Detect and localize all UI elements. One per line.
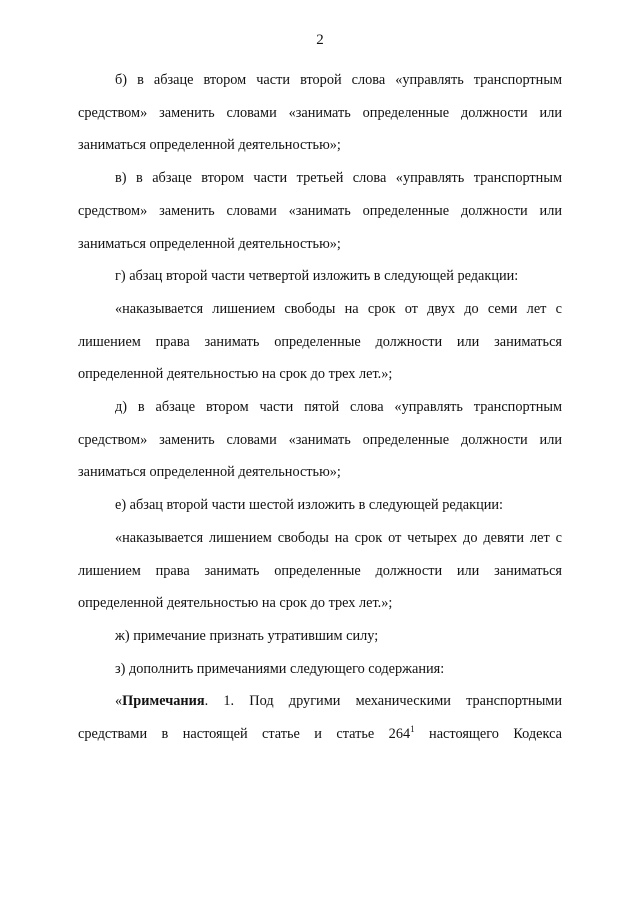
text-line <box>78 718 562 751</box>
text-line: определенной деятельностью на срок до трех лет.»; <box>78 366 393 383</box>
text-line: заниматься определенной деятельностью»; <box>78 137 341 154</box>
text-line: средством» заменить словами «занимать определенные должности или <box>78 431 562 448</box>
notes-paragraph <box>78 685 562 750</box>
document-body <box>78 64 562 751</box>
notes-heading: Примечания <box>122 693 205 710</box>
text-line: ж) примечание признать утратившим силу; <box>115 627 379 644</box>
text-line: определенной деятельностью на срок до трех лет.»; <box>78 595 393 612</box>
text-line: «наказывается лишением свободы на срок от четырех до девяти лет с <box>115 529 562 546</box>
page-number: 2 <box>316 32 324 48</box>
paragraph-b <box>78 64 562 162</box>
paragraph-z <box>78 653 562 686</box>
text-line: в) в абзаце втором части третьей слова «управлять транспортным <box>115 170 562 187</box>
article-superscript: 1 <box>410 724 415 735</box>
paragraph-zh <box>78 620 562 653</box>
text-line: заниматься определенной деятельностью»; <box>78 464 341 481</box>
text-line: б) в абзаце втором части второй слова «управлять транспортным <box>115 72 562 88</box>
text-line: средством» заменить словами «занимать определенные должности или <box>78 104 562 121</box>
text-line: е) абзац второй части шестой изложить в следующей редакции: <box>115 497 504 514</box>
paragraph-v <box>78 162 562 260</box>
paragraph-g-quote <box>78 293 562 391</box>
paragraph-g <box>78 260 562 293</box>
text-line: г) абзац второй части четвертой изложить в следующей редакции: <box>115 268 519 285</box>
notes-line2-start: средствами в настоящей статье и статье 264 <box>78 726 411 743</box>
open-quote: « <box>115 693 123 710</box>
paragraph-d <box>78 391 562 489</box>
notes-line2-end: настоящего Кодекса <box>414 726 562 743</box>
text-line: лишением права занимать определенные должности или заниматься <box>78 562 562 579</box>
text-line: средством» заменить словами «занимать определенные должности или <box>78 202 562 219</box>
text-line: «наказывается лишением свободы на срок от двух до семи лет с <box>115 300 562 317</box>
text-line <box>78 685 562 718</box>
text-line: з) дополнить примечаниями следующего содержания: <box>115 660 445 677</box>
paragraph-e <box>78 489 562 522</box>
paragraph-e-quote <box>78 522 562 620</box>
notes-line1-text: . 1. Под другими механическими транспортными <box>204 693 562 710</box>
text-line: заниматься определенной деятельностью»; <box>78 235 341 252</box>
text-line: д) в абзаце втором части пятой слова «управлять транспортным <box>115 399 562 416</box>
text-line: лишением права занимать определенные должности или заниматься <box>78 333 562 350</box>
